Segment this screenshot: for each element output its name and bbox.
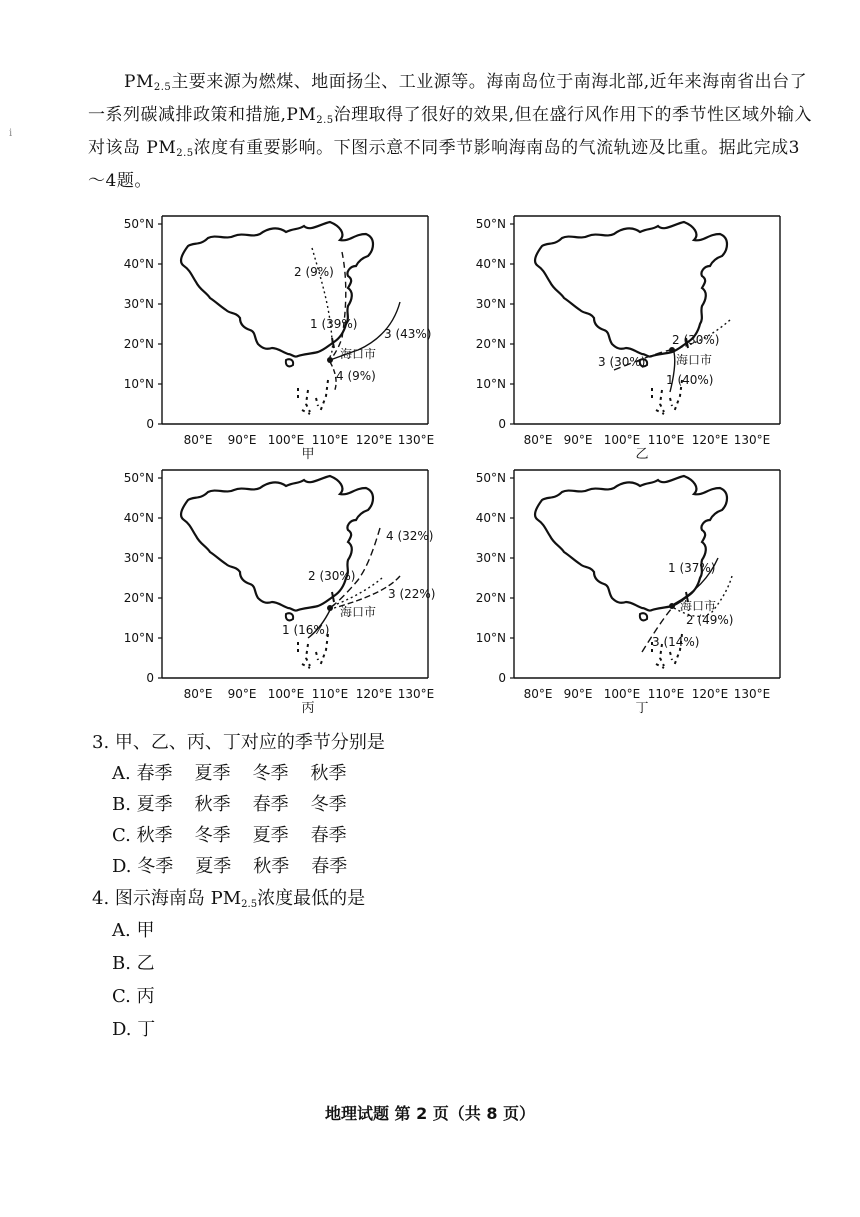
trajectory-label: 1 (40%) <box>666 373 714 387</box>
lat-label: 30°N <box>475 297 506 311</box>
question-3-option-d[interactable]: D. 冬季 夏季 秋季 春季 <box>112 856 348 877</box>
lat-label: 40°N <box>475 257 506 271</box>
map-caption: 乙 <box>635 447 649 462</box>
lon-label: 90°E <box>563 433 593 447</box>
lon-label: 130°E <box>397 433 435 447</box>
lat-label: 30°N <box>475 551 506 565</box>
trajectory-label: 3 (43%) <box>384 327 432 341</box>
trajectory-label: 3 (22%) <box>388 587 436 601</box>
city-label: 海口市 <box>340 347 377 361</box>
lat-label: 0 <box>498 671 506 685</box>
lat-label: 10°N <box>475 377 506 391</box>
map-caption: 丁 <box>635 701 649 716</box>
margin-mark: ⅰ <box>9 128 13 139</box>
trajectory-label: 2 (30%) <box>308 569 356 583</box>
lat-label: 50°N <box>475 217 506 231</box>
lat-label: 20°N <box>123 337 154 351</box>
city-label: 海口市 <box>340 605 377 619</box>
lon-label: 90°E <box>227 433 257 447</box>
lon-label: 80°E <box>523 687 553 701</box>
trajectory-label: 4 (9%) <box>336 369 376 383</box>
question-3-stem: 3. 甲、乙、丙、丁对应的季节分别是 <box>92 732 385 753</box>
trajectory-label: 1 (16%) <box>282 623 330 637</box>
map-ding <box>474 466 804 718</box>
lat-label: 30°N <box>123 297 154 311</box>
lon-label: 120°E <box>355 687 393 701</box>
lat-label: 20°N <box>475 337 506 351</box>
lat-label: 50°N <box>123 471 154 485</box>
lat-label: 40°N <box>123 257 154 271</box>
trajectory-label: 4 (32%) <box>386 529 434 543</box>
question-3-option-c[interactable]: C. 秋季 冬季 夏季 春季 <box>112 825 347 846</box>
lat-label: 0 <box>146 671 154 685</box>
trajectory-label: 1 (39%) <box>310 317 358 331</box>
lat-label: 30°N <box>123 551 154 565</box>
lon-label: 80°E <box>183 433 213 447</box>
question-4-option-d[interactable]: D. 丁 <box>112 1019 156 1040</box>
question-4-option-b[interactable]: B. 乙 <box>112 953 155 974</box>
lon-label: 100°E <box>267 433 305 447</box>
lon-label: 130°E <box>733 433 771 447</box>
map-caption: 丙 <box>301 701 315 716</box>
lon-label: 110°E <box>311 687 349 701</box>
question-4-option-a[interactable]: A. 甲 <box>112 920 155 941</box>
map-jia <box>118 212 448 464</box>
lon-label: 110°E <box>647 433 685 447</box>
trajectories <box>308 528 400 638</box>
lon-label: 90°E <box>227 687 257 701</box>
lat-label: 50°N <box>475 471 506 485</box>
lat-label: 20°N <box>475 591 506 605</box>
lat-label: 10°N <box>123 631 154 645</box>
trajectory-label: 3 (14%) <box>652 635 700 649</box>
map-yi <box>474 212 804 464</box>
lon-label: 130°E <box>397 687 435 701</box>
lat-label: 40°N <box>475 511 506 525</box>
question-3-option-a[interactable]: A. 春季 夏季 冬季 秋季 <box>112 763 347 784</box>
lat-label: 40°N <box>123 511 154 525</box>
lat-label: 0 <box>146 417 154 431</box>
lon-label: 120°E <box>691 433 729 447</box>
question-4-stem: 4. 图示海南岛 $PM_{2.5}$浓度最低的是 <box>92 888 366 910</box>
lat-label: 50°N <box>123 217 154 231</box>
lon-label: 100°E <box>267 687 305 701</box>
trajectory-label: 1 (37%) <box>668 561 716 575</box>
axes <box>162 216 428 424</box>
lon-label: 120°E <box>691 687 729 701</box>
lon-label: 80°E <box>183 687 213 701</box>
lon-label: 120°E <box>355 433 393 447</box>
lat-label: 20°N <box>123 591 154 605</box>
trajectory-label: 2 (49%) <box>686 613 734 627</box>
lon-label: 110°E <box>647 687 685 701</box>
intro-paragraph: $PM_{2.5}$主要来源为燃煤、地面扬尘、工业源等。海南岛位于南海北部,近年来海南省出台了一系列碳减排政策和措施$,PM_{2.5}$治理取得了很好的效果,但在盛行风作用下的季节性区域外输入对该岛 $PM_{2.5}$浓度有重要影响。下图示意不同季节影响海南岛的气流轨迹及比重。据此完成3～4题。 <box>88 72 813 191</box>
lon-label: 90°E <box>563 687 593 701</box>
lat-label: 10°N <box>123 377 154 391</box>
lat-label: 10°N <box>475 631 506 645</box>
lon-label: 100°E <box>603 687 641 701</box>
lat-label: 0 <box>498 417 506 431</box>
lon-label: 110°E <box>311 433 349 447</box>
page-footer: 地理试题 第 2 页（共 8 页） <box>324 1104 536 1123</box>
question-4-option-c[interactable]: C. 丙 <box>112 986 155 1007</box>
trajectory-label: 2 (30%) <box>672 333 720 347</box>
map-bing <box>118 466 448 718</box>
lon-label: 130°E <box>733 687 771 701</box>
trajectory-label: 3 (30%) <box>598 355 646 369</box>
lon-label: 80°E <box>523 433 553 447</box>
lon-label: 100°E <box>603 433 641 447</box>
map-caption: 甲 <box>301 447 315 462</box>
trajectory-label: 2 (9%) <box>294 265 334 279</box>
question-3-option-b[interactable]: B. 夏季 秋季 春季 冬季 <box>112 794 347 815</box>
city-label: 海口市 <box>680 599 717 613</box>
city-label: 海口市 <box>676 353 713 367</box>
